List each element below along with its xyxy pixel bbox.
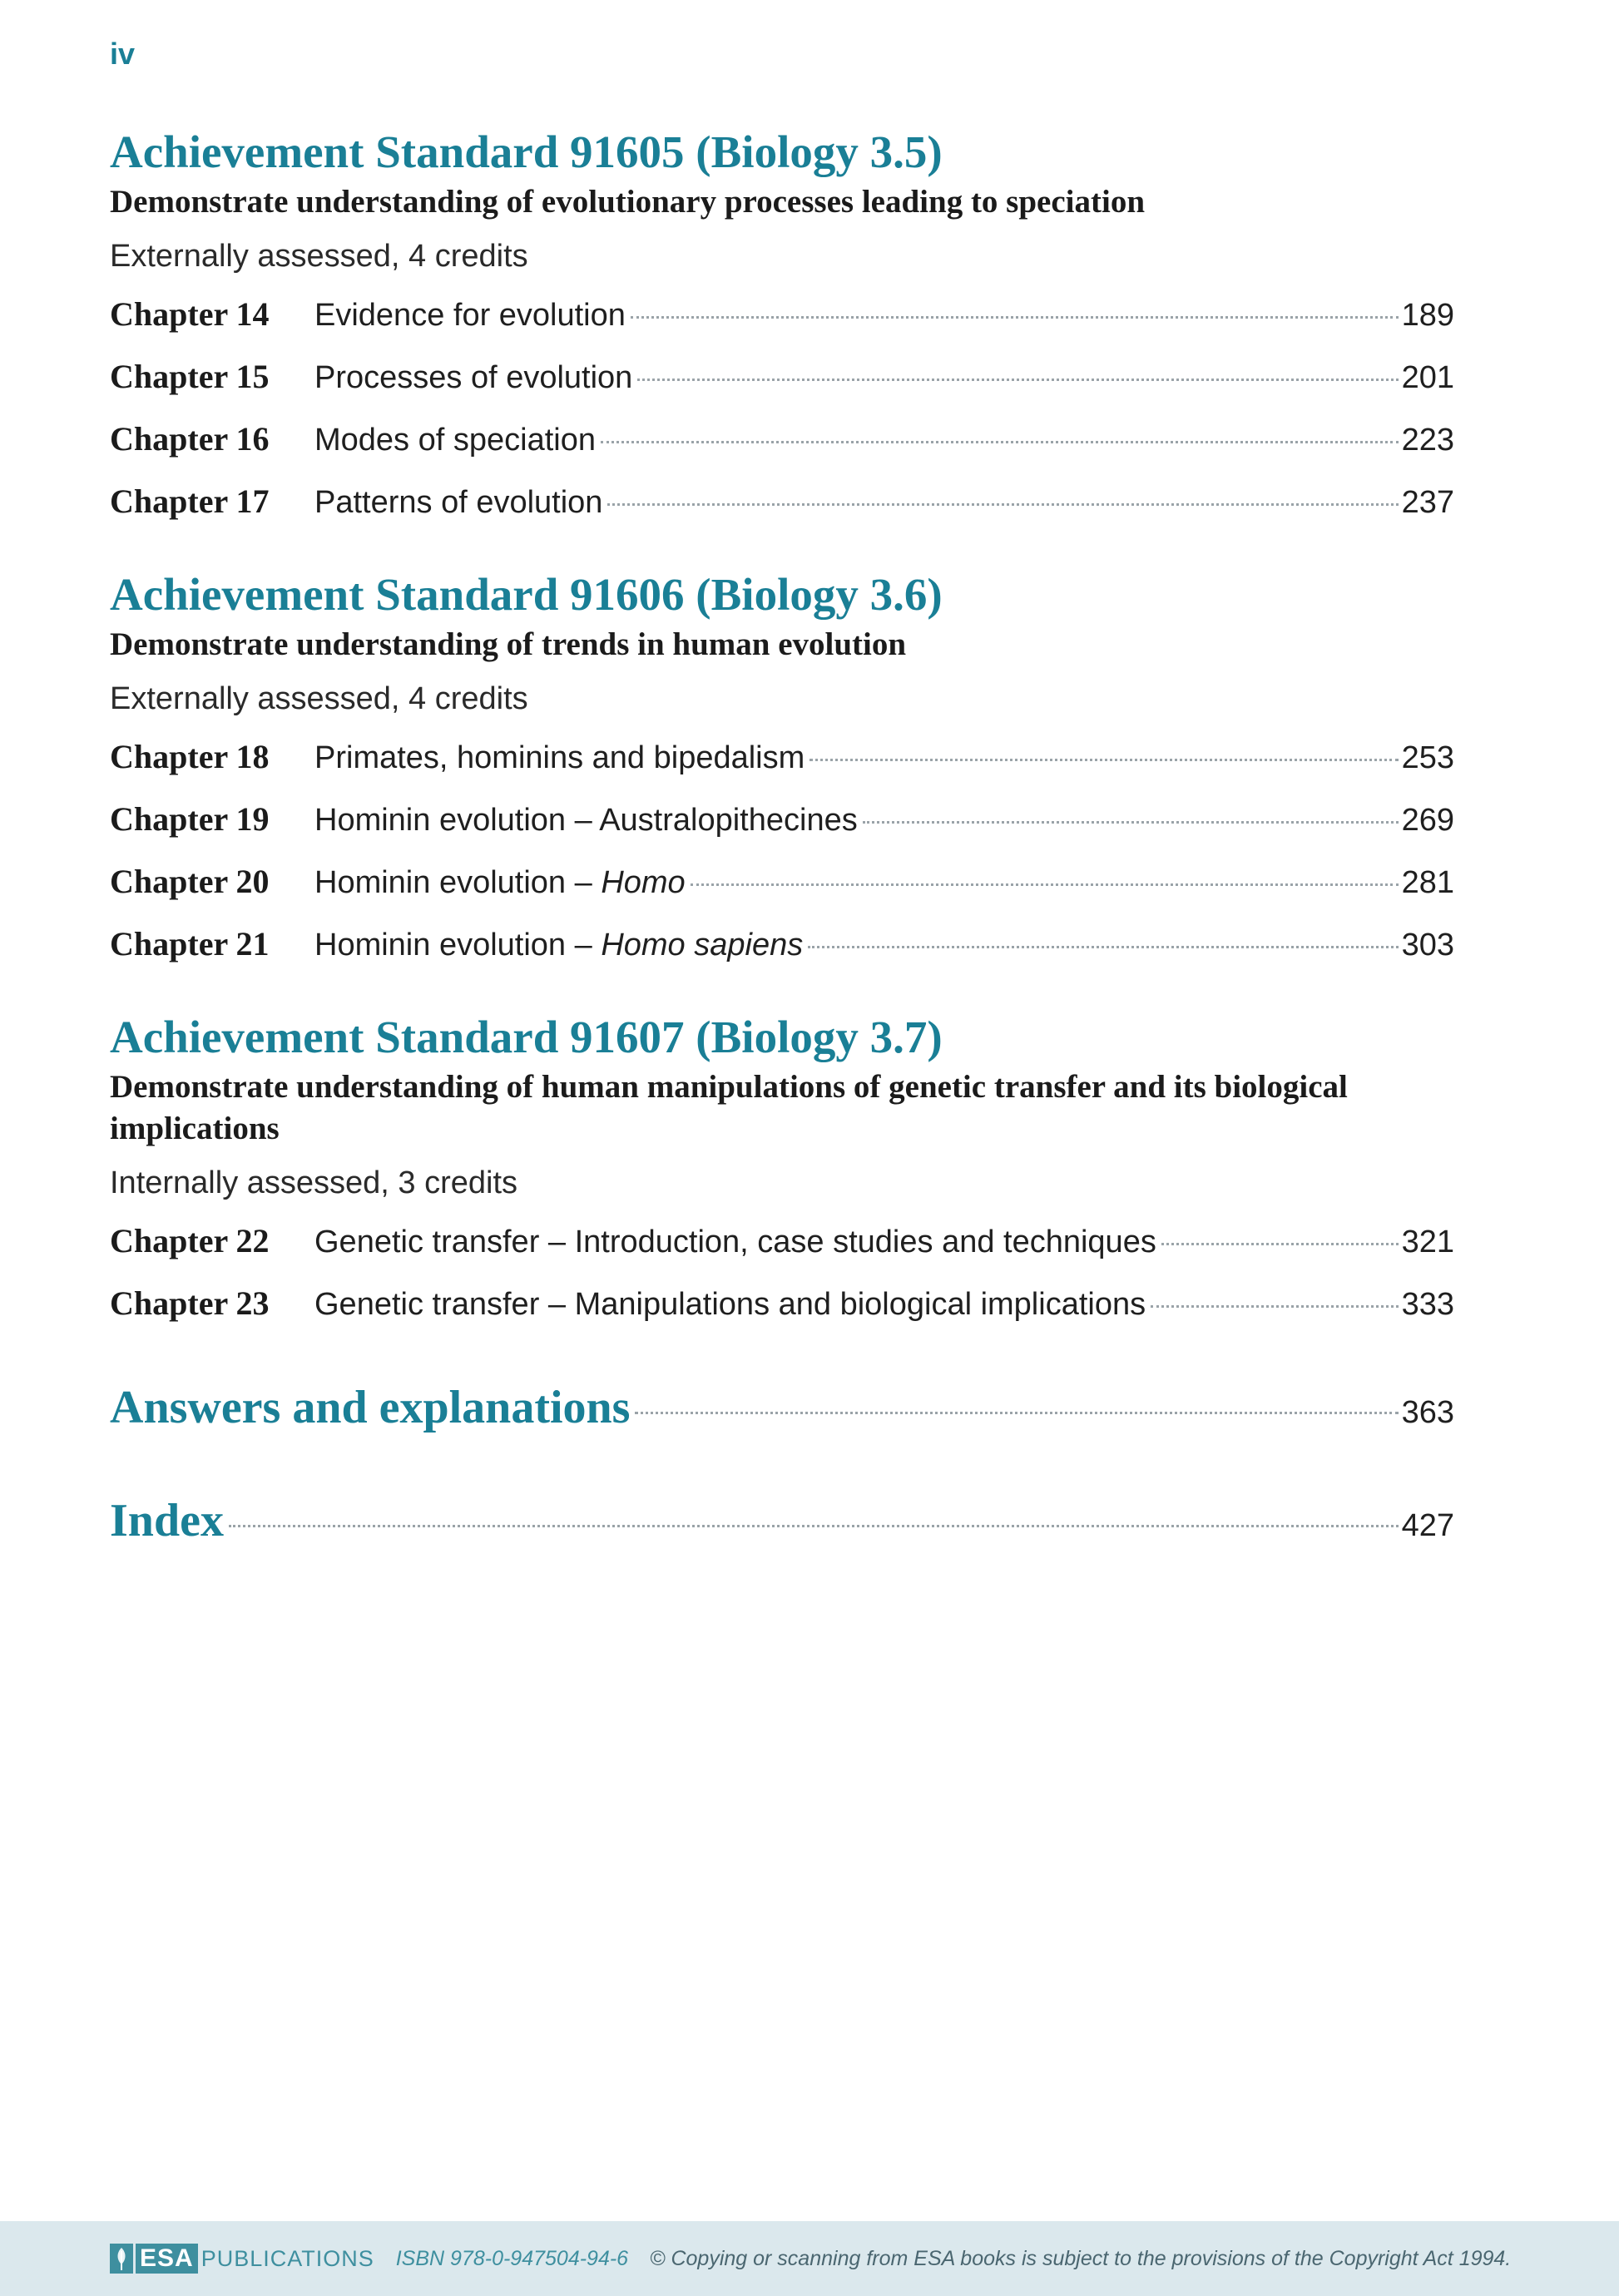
chapter-label: Chapter 17 — [110, 482, 270, 520]
standard-credits: Externally assessed, 4 credits — [110, 681, 528, 716]
page-footer — [0, 2221, 1619, 2296]
chapter-page: 321 — [1401, 1225, 1454, 1259]
chapter-page: 223 — [1401, 423, 1454, 458]
toc-entry-chapter-14[interactable] — [110, 283, 1454, 345]
toc-entry-chapter-15[interactable] — [110, 345, 1454, 408]
chapter-title: Genetic transfer – Manipulations and biological implications — [314, 1287, 1146, 1322]
chapter-title: Processes of evolution — [314, 360, 633, 395]
dot-leader — [631, 316, 1399, 319]
chapter-page: 253 — [1401, 740, 1454, 775]
copyright-notice: © Copying or scanning from ESA books is subject to the provisions of the Copyright Act 1994. — [650, 2246, 1512, 2270]
chapter-label: Chapter 23 — [110, 1284, 270, 1322]
chapter-title-text: Hominin evolution – — [314, 928, 602, 962]
toc-entry-chapter-22[interactable] — [110, 1210, 1454, 1272]
chapter-title: Primates, hominins and bipedalism — [314, 740, 805, 775]
chapter-title: Hominin evolution – Australopithecines — [314, 803, 858, 838]
standard-description: Demonstrate understanding of evolutionary processes leading to speciation — [110, 184, 1146, 220]
dot-leader — [635, 1412, 1398, 1414]
dot-leader — [810, 759, 1398, 761]
answers-page: 363 — [1401, 1395, 1454, 1430]
dot-leader — [229, 1525, 1399, 1527]
chapter-label: Chapter 16 — [110, 420, 270, 458]
standard-description: Demonstrate understanding of trends in human evolution — [110, 626, 907, 662]
chapter-label: Chapter 21 — [110, 925, 270, 962]
dot-leader — [808, 946, 1398, 948]
esa-logo-text: ESA — [136, 2244, 198, 2274]
chapter-page: 269 — [1401, 803, 1454, 838]
chapter-title: Genetic transfer – Introduction, case studies and techniques — [314, 1225, 1156, 1259]
isbn: ISBN 978-0-947504-94-6 — [395, 2246, 629, 2270]
chapter-title: Evidence for evolution — [314, 298, 626, 333]
publisher-name: PUBLICATIONS — [201, 2245, 374, 2271]
chapter-label: Chapter 18 — [110, 738, 270, 775]
standard-section-91605 — [110, 125, 1454, 532]
dot-leader — [863, 821, 1399, 824]
chapter-label: Chapter 22 — [110, 1222, 270, 1259]
toc-entry-chapter-19[interactable] — [110, 788, 1454, 850]
chapter-page: 303 — [1401, 928, 1454, 962]
standard-title: Achievement Standard 91607 (Biology 3.7) — [110, 1012, 943, 1062]
chapter-title: Patterns of evolution — [314, 485, 603, 520]
toc-entry-chapter-17[interactable] — [110, 470, 1454, 532]
chapter-page: 333 — [1401, 1287, 1454, 1322]
dot-leader — [637, 379, 1398, 381]
footer-content — [110, 2221, 1511, 2296]
index-title: Index — [110, 1495, 224, 1546]
esa-logo — [110, 2242, 374, 2275]
toc-entry-chapter-16[interactable] — [110, 408, 1454, 470]
chapter-title: Modes of speciation — [314, 423, 596, 458]
standard-credits: Internally assessed, 3 credits — [110, 1165, 518, 1200]
toc-entry-chapter-23[interactable] — [110, 1272, 1454, 1334]
standard-section-91607 — [110, 1010, 1454, 1334]
leaf-icon — [110, 2244, 133, 2274]
chapter-label: Chapter 15 — [110, 358, 270, 395]
toc-entry-chapter-18[interactable] — [110, 725, 1454, 788]
chapter-page: 201 — [1401, 360, 1454, 395]
toc-entry-chapter-21[interactable] — [110, 913, 1454, 975]
chapter-title-italic: Homo sapiens — [601, 928, 804, 962]
standard-title: Achievement Standard 91605 (Biology 3.5) — [110, 126, 943, 177]
dot-leader — [601, 441, 1399, 443]
standard-title: Achievement Standard 91606 (Biology 3.6) — [110, 569, 943, 620]
dot-leader — [607, 503, 1398, 506]
standard-credits: Externally assessed, 4 credits — [110, 239, 528, 274]
toc-entry-answers[interactable] — [110, 1374, 1454, 1441]
chapter-title — [314, 852, 686, 914]
chapter-title-text: Hominin evolution – — [314, 865, 602, 900]
dot-leader — [691, 883, 1399, 886]
chapter-title-italic: Homo — [601, 865, 686, 900]
table-of-contents — [110, 125, 1454, 1554]
chapter-page: 237 — [1401, 485, 1454, 520]
chapter-title — [314, 914, 803, 977]
toc-entry-chapter-20[interactable] — [110, 850, 1454, 913]
toc-entry-index[interactable] — [110, 1487, 1454, 1554]
page-number: iv — [110, 37, 136, 71]
dot-leader — [1151, 1305, 1398, 1308]
standard-description: Demonstrate understanding of human manipulations of genetic transfer and its biological implications — [110, 1069, 1348, 1146]
chapter-page: 281 — [1401, 865, 1454, 900]
chapter-label: Chapter 20 — [110, 863, 270, 900]
answers-title: Answers and explanations — [110, 1382, 631, 1433]
dot-leader — [1161, 1243, 1399, 1245]
index-page: 427 — [1401, 1508, 1454, 1543]
chapter-label: Chapter 19 — [110, 800, 270, 838]
chapter-label: Chapter 14 — [110, 295, 270, 333]
chapter-page: 189 — [1401, 298, 1454, 333]
standard-section-91606 — [110, 567, 1454, 975]
